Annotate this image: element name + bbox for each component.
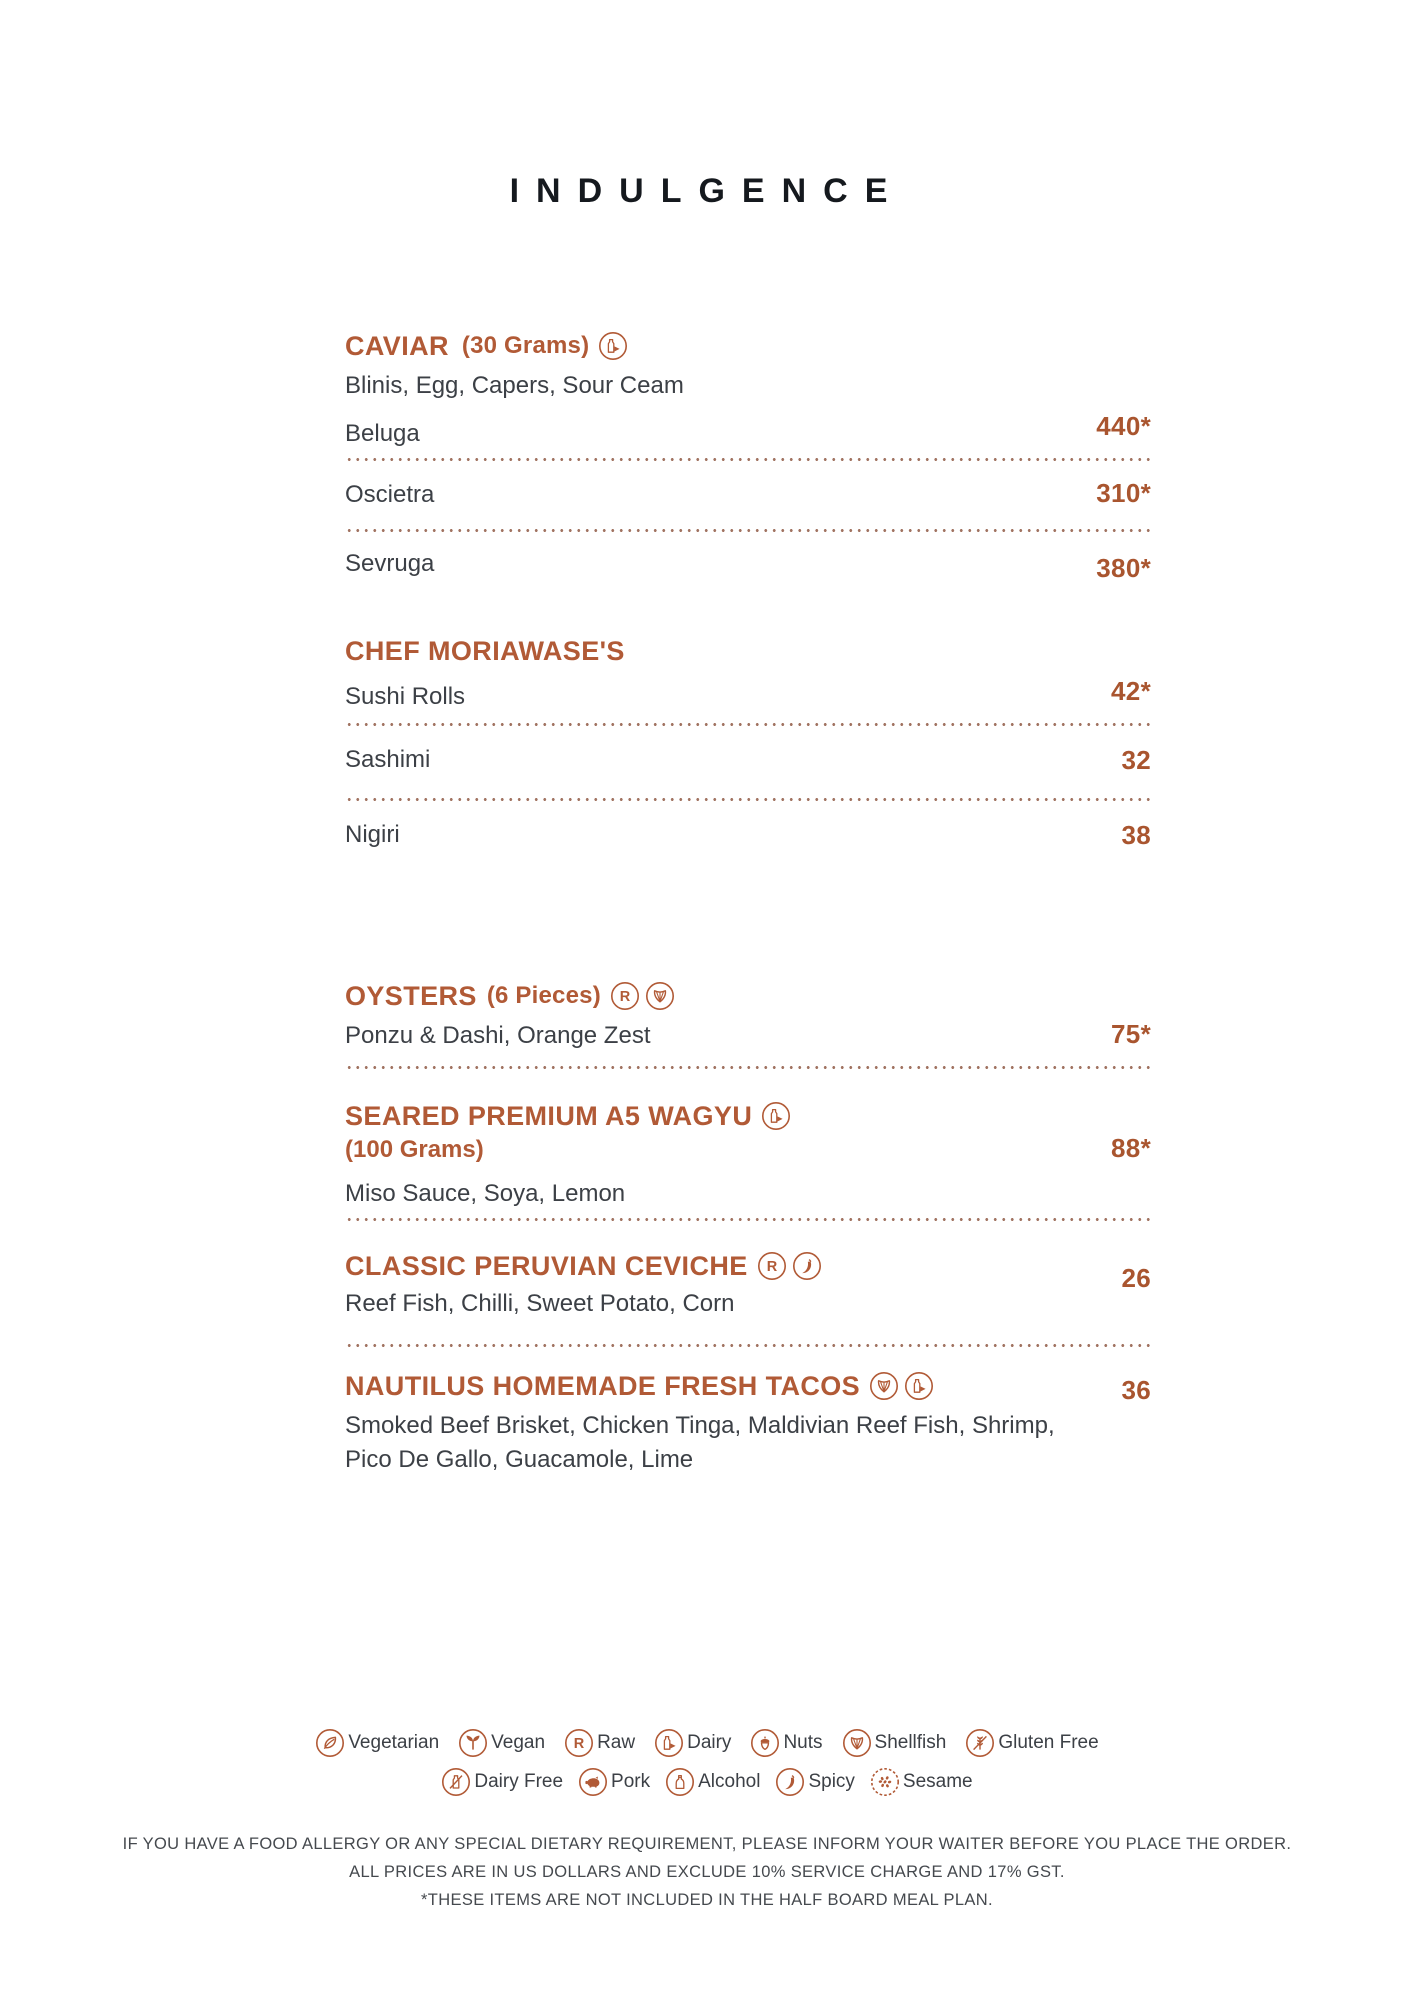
- variant-price: 380*: [1096, 553, 1151, 583]
- oysters-qualifier: (6 Pieces): [486, 982, 601, 1009]
- oysters-description: Ponzu & Dashi, Orange Zest: [345, 1022, 651, 1049]
- dotted-separator: [345, 723, 1151, 726]
- section-ceviche: [345, 1248, 1151, 1347]
- section-caviar: [345, 328, 1151, 583]
- legend-label: Pork: [611, 1771, 651, 1792]
- oysters-name: OYSTERS: [345, 980, 477, 1011]
- dotted-separator: [345, 798, 1151, 801]
- legend-label: Sesame: [902, 1771, 973, 1792]
- legend-label: Dairy Free: [474, 1771, 564, 1792]
- footer-allergy-note: IF YOU HAVE A FOOD ALLERGY OR ANY SPECIAL DIETARY REQUIREMENT, PLEASE INFORM YOUR WAITER BEFORE YOU PLACE THE ORDER.: [122, 1835, 1292, 1853]
- legend-item-spicy: [775, 1767, 854, 1797]
- gluten-free-icon: [965, 1728, 995, 1758]
- section-tacos: [345, 1368, 1151, 1476]
- menu-row-sashimi: [345, 744, 1151, 776]
- legend-item-gluten-free: [965, 1728, 1098, 1758]
- raw-icon: [610, 981, 640, 1011]
- footer-notes: [0, 1830, 1414, 1914]
- legend-item-vegan: [458, 1728, 545, 1758]
- tacos-header: [345, 1368, 934, 1404]
- pork-icon: [578, 1767, 608, 1797]
- legend-label: Alcohol: [698, 1771, 761, 1792]
- legend-item-dairy: [654, 1728, 731, 1758]
- legend-item-alcohol: [665, 1767, 760, 1797]
- dairy-free-icon: [441, 1767, 471, 1797]
- dairy-icon: [904, 1371, 934, 1401]
- chef-name: CHEF MORIAWASE'S: [345, 635, 625, 666]
- dairy-icon: [654, 1728, 684, 1758]
- caviar-qualifier: (30 Grams): [461, 332, 590, 359]
- wagyu-price: 88*: [1111, 1133, 1151, 1163]
- shellfish-icon: [842, 1728, 872, 1758]
- vegan-icon: [458, 1728, 488, 1758]
- wagyu-name: SEARED PREMIUM A5 WAGYU: [345, 1100, 753, 1131]
- wagyu-qualifier-row: [345, 1133, 1151, 1168]
- page-title: INDULGENCE: [509, 172, 905, 210]
- menu-row-nigiri: [345, 819, 1151, 851]
- item-name: Sushi Rolls: [345, 683, 466, 710]
- variant-name: Oscietra: [345, 481, 435, 508]
- menu-row-beluga: [345, 411, 1151, 450]
- legend-label: Vegetarian: [348, 1732, 440, 1753]
- legend-label: Spicy: [808, 1771, 855, 1792]
- legend-label: Dairy: [687, 1732, 732, 1753]
- tacos-header-row: [345, 1368, 1151, 1404]
- item-price: 32: [1121, 745, 1151, 775]
- dotted-separator: [345, 529, 1151, 532]
- tacos-price: 36: [1121, 1375, 1151, 1405]
- oysters-price: 75*: [1111, 1019, 1151, 1049]
- dairy-icon: [761, 1101, 791, 1131]
- shellfish-icon: [869, 1371, 899, 1401]
- variant-price: 310*: [1096, 478, 1151, 508]
- legend-item-dairy-free: [441, 1767, 563, 1797]
- caviar-header: [345, 328, 1151, 364]
- tacos-name: NAUTILUS HOMEMADE FRESH TACOS: [345, 1370, 861, 1401]
- footer-halfboard-note: *THESE ITEMS ARE NOT INCLUDED IN THE HALF BOARD MEAL PLAN.: [421, 1891, 993, 1909]
- wagyu-description: Miso Sauce, Soya, Lemon: [345, 1180, 626, 1207]
- legend-item-nuts: [750, 1728, 822, 1758]
- section-chef-moriawase: [345, 633, 1151, 851]
- legend-item-pork: [578, 1767, 650, 1797]
- variant-name: Beluga: [345, 420, 420, 447]
- shellfish-icon: [645, 981, 675, 1011]
- ceviche-header: [345, 1248, 822, 1284]
- dotted-separator: [345, 458, 1151, 461]
- dietary-legend: [0, 1728, 1414, 1797]
- chef-header: [345, 633, 1151, 669]
- caviar-name: CAVIAR: [345, 330, 449, 361]
- variant-name: Sevruga: [345, 550, 435, 577]
- legend-label: Nuts: [783, 1732, 823, 1753]
- vegetarian-icon: [315, 1728, 345, 1758]
- dotted-separator: [345, 1066, 1151, 1069]
- menu-row-sushi-rolls: [345, 676, 1151, 713]
- wagyu-qualifier: (100 Grams): [345, 1136, 484, 1163]
- oysters-header: [345, 978, 1151, 1014]
- menu-row-sevruga: [345, 548, 1151, 583]
- dairy-icon: [598, 331, 628, 361]
- ceviche-name: CLASSIC PERUVIAN CEVICHE: [345, 1250, 748, 1281]
- legend-item-raw: [564, 1728, 635, 1758]
- nuts-icon: [750, 1728, 780, 1758]
- caviar-description: Blinis, Egg, Capers, Sour Ceam: [345, 372, 684, 399]
- ceviche-description: Reef Fish, Chilli, Sweet Potato, Corn: [345, 1290, 735, 1317]
- legend-label: Shellfish: [874, 1732, 947, 1753]
- sesame-icon: [870, 1767, 900, 1797]
- legend-label: Vegan: [491, 1732, 546, 1753]
- dotted-separator: [345, 1218, 1151, 1221]
- section-oysters: [345, 978, 1151, 1069]
- spicy-icon: [792, 1251, 822, 1281]
- item-name: Nigiri: [345, 821, 400, 848]
- ceviche-header-row: [345, 1248, 1151, 1293]
- legend-label: Raw: [597, 1732, 636, 1753]
- legend-row-1: [0, 1728, 1414, 1758]
- tacos-description-line1: Smoked Beef Brisket, Chicken Tinga, Maldivian Reef Fish, Shrimp,: [345, 1412, 1055, 1439]
- raw-icon: [757, 1251, 787, 1281]
- legend-item-shellfish: [842, 1728, 947, 1758]
- oysters-desc-row: [345, 1020, 1151, 1052]
- spicy-icon: [775, 1767, 805, 1797]
- dotted-separator: [345, 1344, 1151, 1347]
- alcohol-icon: [665, 1767, 695, 1797]
- legend-row-2: [0, 1767, 1414, 1797]
- wagyu-header: [345, 1098, 1151, 1134]
- ceviche-price: 26: [1121, 1263, 1151, 1293]
- variant-price: 440*: [1096, 411, 1151, 441]
- legend-label: Gluten Free: [998, 1732, 1099, 1753]
- section-wagyu: [345, 1098, 1151, 1221]
- legend-item-vegetarian: [315, 1728, 439, 1758]
- menu-row-oscietra: [345, 479, 1151, 511]
- raw-icon: [564, 1728, 594, 1758]
- item-price: 38: [1121, 820, 1151, 850]
- item-name: Sashimi: [345, 746, 431, 773]
- tacos-description-line2: Pico De Gallo, Guacamole, Lime: [345, 1446, 694, 1473]
- item-price: 42*: [1111, 676, 1151, 706]
- footer-pricing-note: ALL PRICES ARE IN US DOLLARS AND EXCLUDE 10% SERVICE CHARGE AND 17% GST.: [349, 1863, 1065, 1881]
- legend-item-sesame: [870, 1767, 973, 1797]
